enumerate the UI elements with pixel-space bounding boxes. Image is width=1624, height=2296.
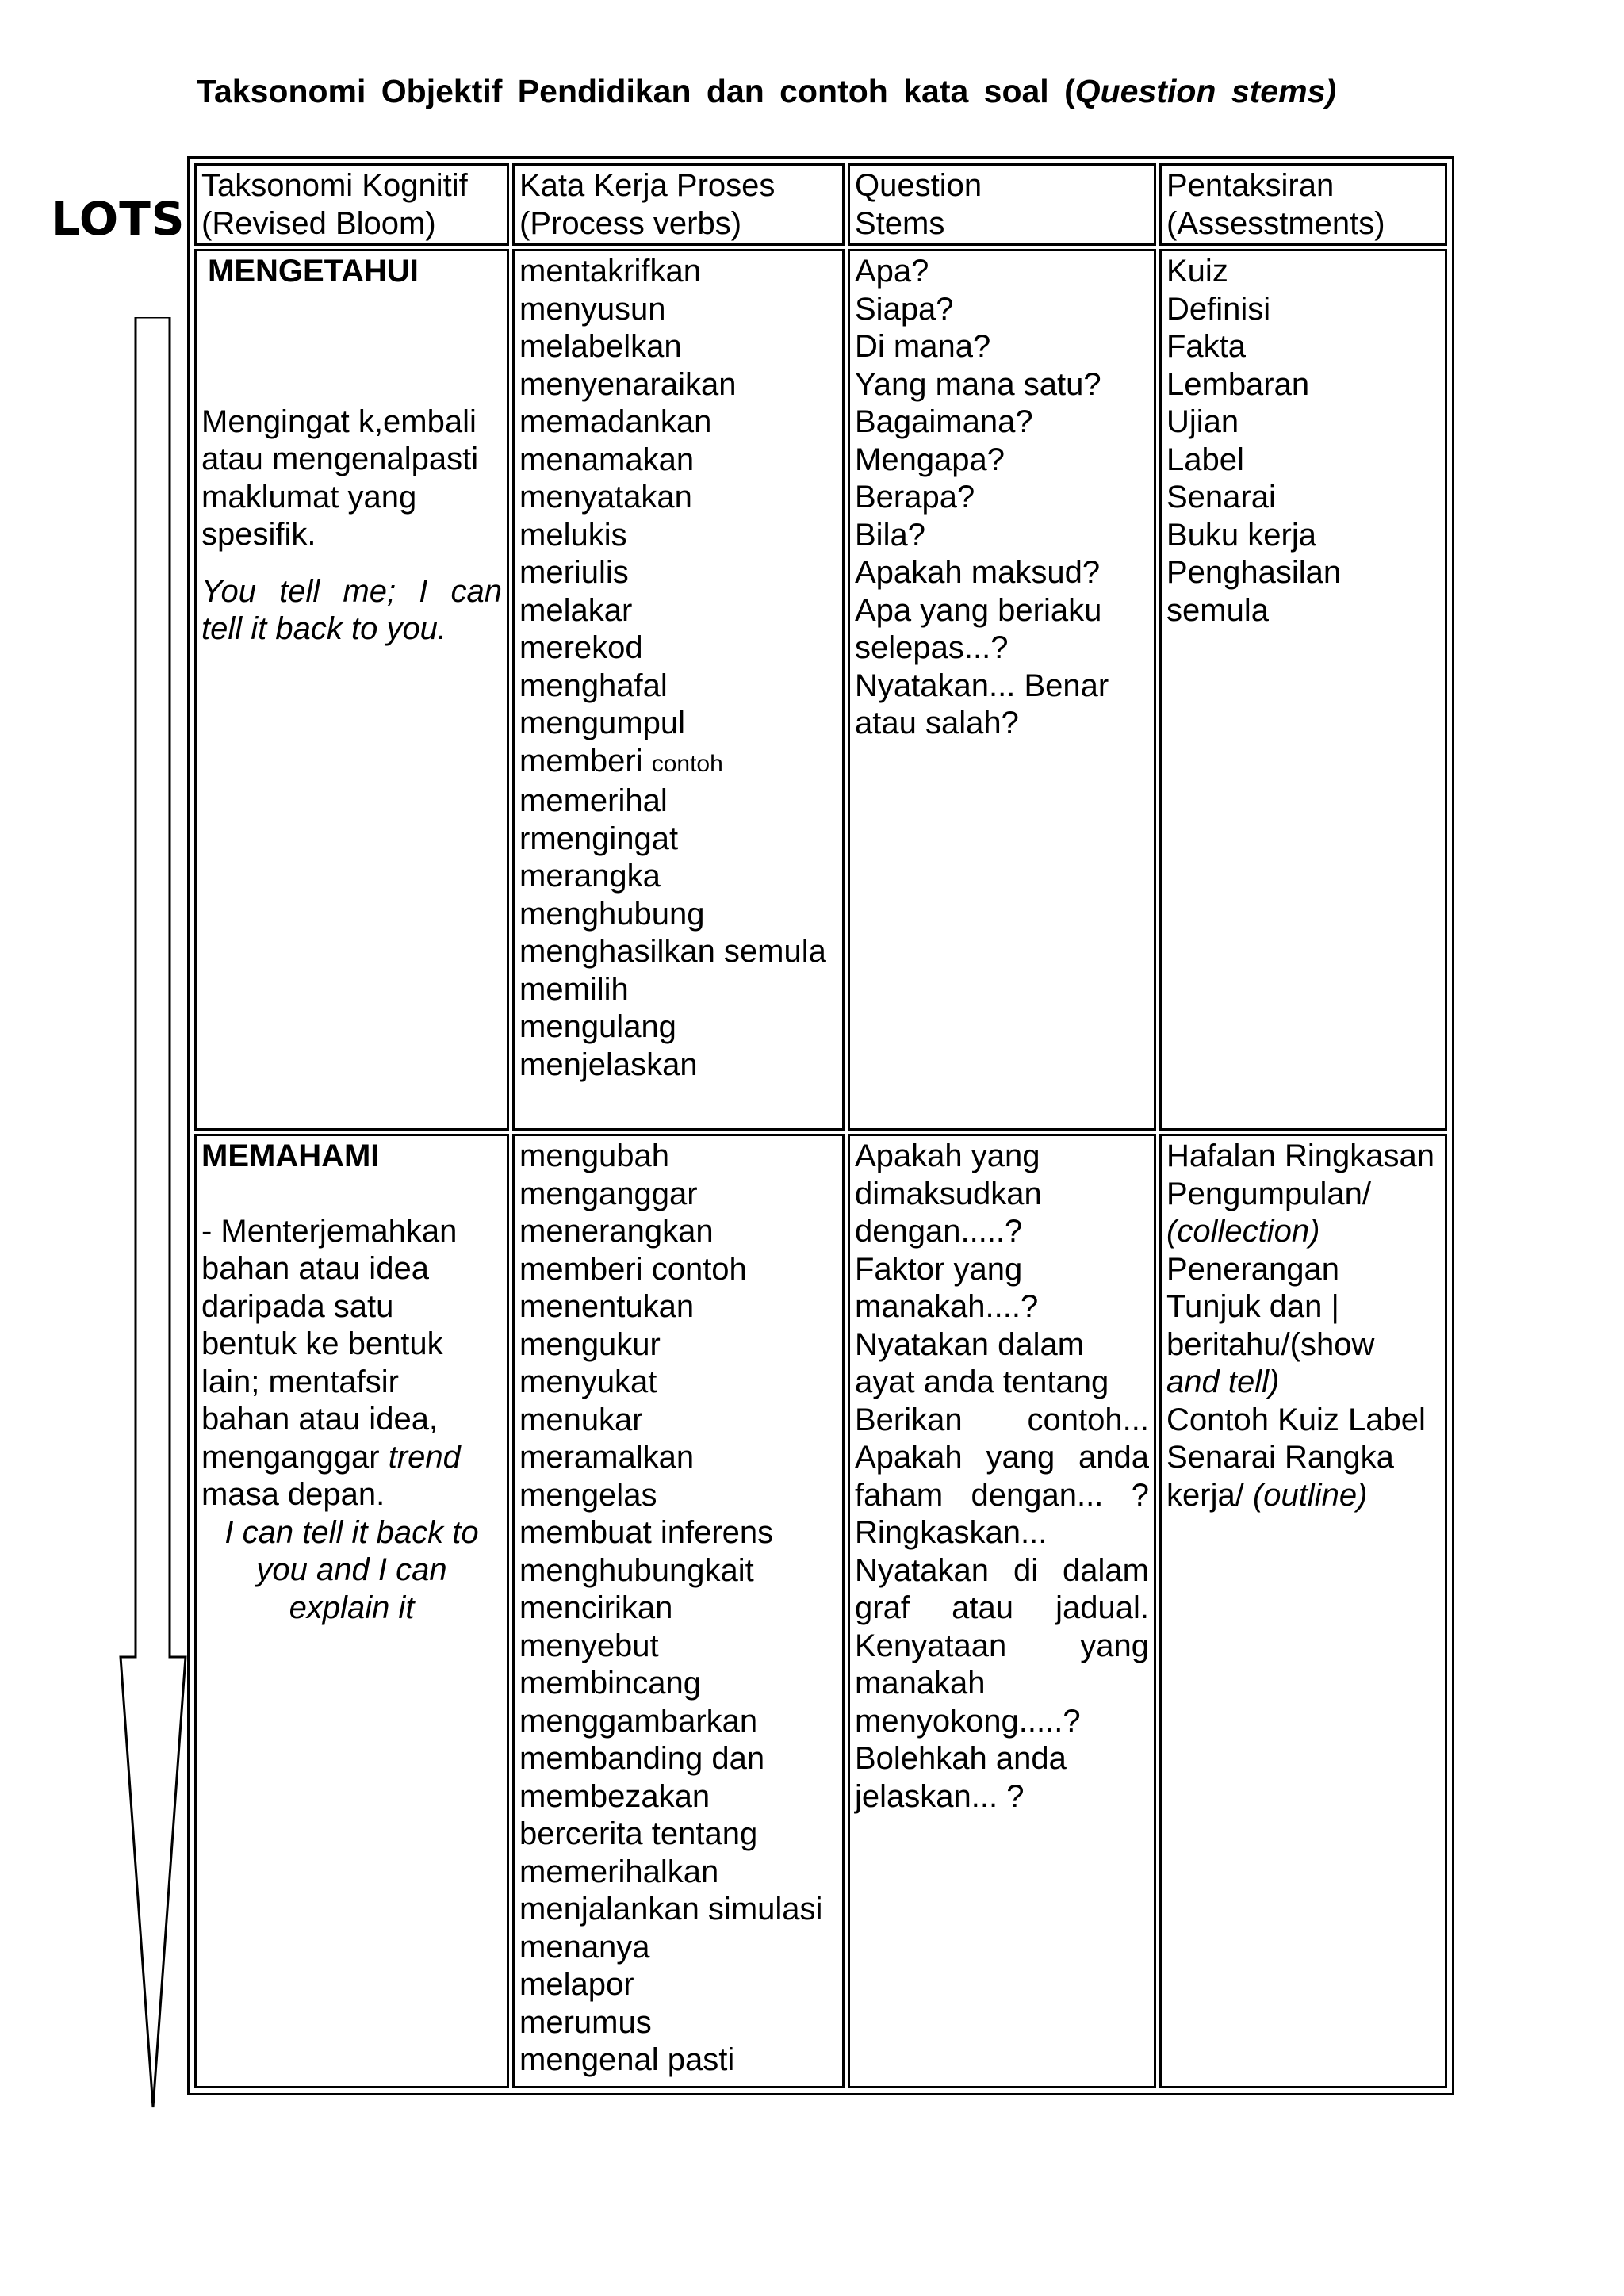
- page-title: [197, 73, 1465, 110]
- assessment-italic-text: (outline): [1252, 1477, 1368, 1513]
- verb-item: menghafal: [519, 668, 668, 703]
- lots-label: LOTS: [51, 192, 186, 246]
- verb-item: menyusun: [519, 291, 666, 327]
- level-description-line: bentuk ke bentuk: [201, 1326, 443, 1361]
- verb-item: melakar: [519, 592, 633, 628]
- header-line: Question: [855, 168, 982, 203]
- page-title-italic: Question stems): [1074, 73, 1336, 109]
- level-quote-line: tell it back to you.: [201, 611, 447, 646]
- header-line: Taksonomi Kognitif: [201, 168, 468, 203]
- verb-item: membanding dan: [519, 1741, 765, 1776]
- assessment-item: Buku kerja: [1166, 517, 1316, 553]
- assessment-item: Hafalan Ringkasan: [1166, 1138, 1434, 1173]
- verb-item: merangka: [519, 859, 661, 894]
- verb-item: mencirikan: [519, 1590, 673, 1625]
- stem-item: manakah....?: [855, 1289, 1039, 1324]
- page-title-main: Taksonomi Objektif Pendidikan dan contoh kata soal (: [197, 73, 1075, 109]
- verb-item: menyenaraikan: [519, 366, 737, 402]
- level-title: MEMAHAMI: [201, 1138, 380, 1173]
- level-description-line: masa depan.: [201, 1477, 385, 1512]
- stem-item: dengan.....?: [855, 1214, 1023, 1249]
- verb-item: menamakan: [519, 442, 695, 477]
- stem-item: Nyatakan di dalam: [855, 1552, 1149, 1588]
- verb-item: mentakrifkan: [519, 254, 701, 289]
- level-description-line: spesifik.: [201, 517, 316, 552]
- assessment-item: Contoh Kuiz Label: [1166, 1402, 1426, 1437]
- stem-item: jelaskan... ?: [855, 1778, 1025, 1814]
- verb-item: menyebut: [519, 1628, 659, 1663]
- assessment-item: Senarai: [1166, 480, 1276, 515]
- verb-item: menganggar: [519, 1176, 698, 1211]
- stem-item: Nyatakan dalam: [855, 1326, 1085, 1362]
- stem-item: faham dengan... ?: [855, 1477, 1149, 1513]
- assessments-cell-mengetahui: [1159, 249, 1447, 1131]
- level-description-line: daripada satu: [201, 1288, 394, 1324]
- stem-item: graf atau jadual.: [855, 1590, 1149, 1625]
- level-description-line: bahan atau idea: [201, 1251, 429, 1286]
- stem-item: Mengapa?: [855, 442, 1005, 477]
- verb-item: [519, 743, 837, 783]
- verb-item: menggambarkan: [519, 1703, 758, 1739]
- stem-item: Yang mana satu?: [855, 366, 1101, 402]
- verb-item: memadankan: [519, 404, 712, 439]
- assessment-item: (collection): [1166, 1214, 1320, 1249]
- stem-item: manakah: [855, 1666, 986, 1701]
- stem-item: Bila?: [855, 517, 925, 553]
- stem-item: Apa yang beriaku: [855, 592, 1102, 628]
- header-cell-taxonomy: [194, 163, 509, 246]
- header-line: Kata Kerja Proses: [519, 168, 776, 203]
- assessment-item: [1166, 1477, 1440, 1515]
- stem-item: Siapa?: [855, 291, 954, 327]
- verb-item: menjalankan simulasi: [519, 1892, 823, 1927]
- assessment-item: Tunjuk dan |: [1166, 1289, 1339, 1324]
- verb-item: memerihal: [519, 783, 668, 818]
- stem-item: Faktor yang: [855, 1251, 1023, 1287]
- verb-item: membezakan: [519, 1778, 710, 1814]
- stem-item: dimaksudkan: [855, 1176, 1042, 1211]
- stem-item: Di mana?: [855, 329, 991, 364]
- level-description-line: [201, 1439, 502, 1477]
- stem-item: Bagaimana?: [855, 404, 1033, 439]
- verb-item: melabelkan: [519, 329, 682, 364]
- assessment-item: Label: [1166, 442, 1244, 477]
- stem-item: selepas...?: [855, 630, 1009, 665]
- level-quote-line: I can tell it back to: [224, 1514, 479, 1550]
- verb-item: mengubah: [519, 1138, 670, 1173]
- stem-item: Bolehkah anda: [855, 1741, 1067, 1776]
- stems-cell-memahami: [848, 1134, 1156, 2088]
- verb-item: menukar: [519, 1402, 643, 1437]
- verb-item: mengumpul: [519, 706, 686, 740]
- level-cell-memahami: [194, 1134, 509, 2088]
- verb-item: meramalkan: [519, 1440, 695, 1475]
- description-italic-word: trend: [388, 1439, 461, 1475]
- verb-item: menyatakan: [519, 480, 692, 515]
- verb-item: membincang: [519, 1666, 702, 1701]
- assessment-text: kerja/: [1166, 1477, 1244, 1513]
- level-description-line: atau mengenalpasti: [201, 442, 479, 476]
- assessments-cell-memahami: [1159, 1134, 1447, 2088]
- verb-item: mengulang: [519, 1009, 676, 1044]
- header-line: (Revised Bloom): [201, 205, 436, 241]
- verb-item: memilih: [519, 971, 629, 1007]
- verb-item: menghasilkan semula: [519, 934, 826, 969]
- header-line: (Process verbs): [519, 205, 742, 241]
- taxonomy-table: [187, 156, 1454, 2095]
- verb-item: menerangkan: [519, 1214, 714, 1249]
- verb-item: memberi contoh: [519, 1251, 747, 1287]
- level-description-line: Mengingat k,embali: [201, 404, 477, 439]
- verb-item: mengelas: [519, 1477, 657, 1513]
- level-description-line: maklumat yang: [201, 479, 417, 515]
- level-quote-line: You tell me; I can: [201, 573, 502, 609]
- assessment-item: Penerangan: [1166, 1251, 1339, 1287]
- header-cell-question-stems: [848, 163, 1156, 246]
- assessment-item: semula: [1166, 592, 1269, 628]
- assessment-item: Kuiz: [1166, 254, 1228, 289]
- verb-text: memberi: [519, 743, 643, 779]
- level-description-line: bahan atau idea,: [201, 1402, 439, 1437]
- verb-item: membuat inferens: [519, 1515, 774, 1550]
- level-description-line: - Menterjemahkan: [201, 1213, 458, 1249]
- verb-item: memerihalkan: [519, 1854, 719, 1889]
- verb-item: menyukat: [519, 1364, 657, 1399]
- stem-item: atau salah?: [855, 706, 1019, 740]
- stem-item: ayat anda tentang: [855, 1364, 1109, 1399]
- stem-item: Apakah yang: [855, 1138, 1040, 1173]
- verb-item: mengukur: [519, 1326, 661, 1362]
- description-text: menganggar: [201, 1439, 380, 1475]
- stem-item: Nyatakan... Benar: [855, 668, 1109, 703]
- verb-item: menanya: [519, 1929, 650, 1965]
- level-quote-line: you and I can: [256, 1552, 447, 1587]
- verb-item: menghubungkait: [519, 1552, 754, 1588]
- stem-item: Apa?: [855, 254, 929, 289]
- stem-item: Apakah yang anda: [855, 1440, 1149, 1475]
- header-cell-assessments: [1159, 163, 1447, 246]
- assessment-item: Pengumpulan/: [1166, 1176, 1371, 1211]
- verb-item: menentukan: [519, 1289, 695, 1324]
- assessment-item: Lembaran: [1166, 366, 1310, 402]
- verb-item: meriulis: [519, 555, 629, 590]
- stem-item: Ringkaskan...: [855, 1515, 1048, 1550]
- level-cell-mengetahui: [194, 249, 509, 1131]
- verb-item: menghubung: [519, 896, 705, 932]
- stem-item: Kenyataan yang: [855, 1628, 1149, 1663]
- header-cell-process-verbs: [512, 163, 845, 246]
- verbs-cell-memahami: [512, 1134, 845, 2088]
- verb-item: melukis: [519, 517, 627, 553]
- assessment-item: Fakta: [1166, 329, 1247, 364]
- assessment-item: beritahu/(show: [1166, 1326, 1375, 1362]
- verb-item: menjelaskan: [519, 1047, 698, 1082]
- assessment-item: Ujian: [1166, 404, 1239, 439]
- level-title: MENGETAHUI: [208, 254, 419, 289]
- stem-item: Berikan contoh...: [855, 1402, 1149, 1437]
- stem-item: menyokong.....?: [855, 1703, 1081, 1739]
- verb-item: melapor: [519, 1967, 634, 2002]
- assessment-item: Penghasilan: [1166, 555, 1342, 590]
- stem-item: Berapa?: [855, 480, 975, 515]
- header-line: Pentaksiran: [1166, 168, 1335, 203]
- verb-item: mengenal pasti: [519, 2042, 735, 2077]
- level-quote-line: explain it: [289, 1590, 415, 1625]
- verb-item: merumus: [519, 2004, 652, 2040]
- verb-item: merekod: [519, 630, 643, 665]
- assessment-item: and tell): [1166, 1364, 1280, 1399]
- verbs-cell-mengetahui: [512, 249, 845, 1131]
- stem-item: Apakah maksud?: [855, 555, 1101, 590]
- assessment-item: Senarai Rangka: [1166, 1440, 1394, 1475]
- verb-item: rmengingat: [519, 821, 679, 856]
- verb-item: bercerita tentang: [519, 1816, 758, 1851]
- assessment-item: Definisi: [1166, 291, 1271, 327]
- verb-small-suffix: contoh: [651, 750, 723, 777]
- stems-cell-mengetahui: [848, 249, 1156, 1131]
- header-line: Stems: [855, 205, 945, 241]
- level-description-line: lain; mentafsir: [201, 1364, 399, 1399]
- header-line: (Assesstments): [1166, 205, 1385, 241]
- down-arrow-icon: [117, 317, 189, 2109]
